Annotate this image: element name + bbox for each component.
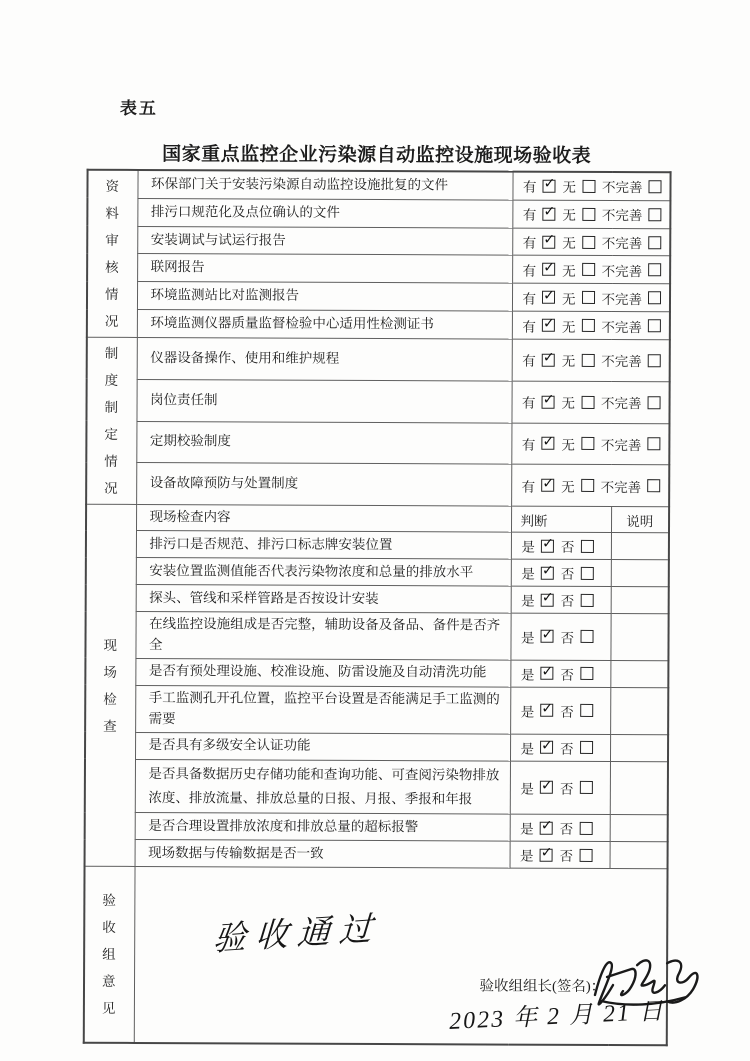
checkbox-unchecked [580,741,593,754]
option-label: 否 [559,822,574,838]
checkbox-unchecked [579,822,592,835]
checkbox-group [511,536,610,556]
checkbox-checked [542,176,556,193]
item-label: 定期校验制度 [136,421,511,464]
table-row [87,226,670,256]
option-label: 否 [560,566,575,582]
check-icon: ✓ [542,350,555,367]
option-no [561,590,594,610]
checkbox-unchecked [581,291,594,304]
option-label: 无 [562,263,576,279]
option-none [562,176,595,196]
checkbox-unchecked [647,479,660,492]
option-yes [521,700,554,720]
option-no [560,627,593,647]
option-have [522,315,555,335]
option-label: 无 [561,437,575,453]
checkbox-checked [540,777,553,794]
checkbox-checked [540,700,554,717]
option-incomplete [601,350,661,370]
checkbox-checked [542,259,556,276]
table-row [86,504,669,533]
handwritten-opinion: 验收通过 [211,911,382,959]
option-label: 有 [522,395,536,411]
option-label: 无 [562,208,576,224]
checkbox-group [512,433,669,454]
page-title: 国家重点监控企业污染源自动监控设施现场验收表 [162,144,592,167]
item-label: 探头、管线和采样管路是否按设计安装 [136,584,511,613]
option-incomplete [601,476,661,496]
checkbox-group [511,627,610,647]
option-label: 否 [559,781,574,797]
checkbox-group [511,590,610,610]
check-icon: ✓ [541,562,554,579]
checkbox-unchecked [580,566,593,579]
section-label-acceptance-opinion: 验收组意见 [84,867,135,1043]
option-have [522,392,555,412]
checkbox-unchecked [581,319,594,332]
option-label: 是 [520,667,535,683]
checkbox-checked [542,315,555,332]
option-label: 无 [561,479,575,495]
section-label-system-establishment: 制度制定情况 [86,337,137,504]
option-label: 否 [560,704,574,720]
option-label: 无 [562,235,576,251]
option-label: 无 [561,354,576,370]
option-label: 有 [522,180,537,196]
checkbox-group [512,315,669,336]
option-incomplete [602,232,662,252]
table-row [84,867,668,1046]
item-label: 排污口规范化及点位确认的文件 [137,198,512,227]
item-label: 联网报告 [137,254,512,283]
item-label: 环境监测站比对监测报告 [137,282,512,311]
table-row [86,421,669,465]
checkbox-group [511,737,610,757]
checkbox-unchecked [647,438,660,451]
table-row [86,530,669,560]
signature-label: 验收组组长(签名)： [479,978,606,996]
checkbox-group [512,287,669,308]
check-icon: ✓ [540,818,553,835]
checkbox-unchecked [581,396,594,409]
checkbox-group [511,700,610,720]
option-no [560,701,593,721]
checkbox-checked [540,845,553,862]
note-cell [611,533,669,560]
option-label: 不完善 [601,180,643,196]
option-yes [521,627,554,647]
checkbox-group [510,818,609,838]
item-label: 是否具备数据历史存储功能和查询功能、可查阅污染物排放浓度、排放流量、排放总量的日报、月报、季报和年报 [135,759,510,814]
checkbox-checked [542,231,556,248]
table-row [86,584,669,614]
note-cell [610,842,668,869]
check-icon: ✓ [541,737,553,754]
option-label: 否 [560,593,575,609]
checkbox-unchecked [581,479,594,492]
option-label: 否 [560,539,575,555]
checkbox-unchecked [582,180,595,193]
check-icon: ✓ [542,391,555,408]
option-label: 否 [560,630,575,646]
option-label: 不完善 [601,291,643,307]
table-row [85,611,668,660]
option-label: 否 [559,849,574,865]
column-header-content: 现场检查内容 [136,504,511,532]
option-label: 有 [522,319,536,335]
checkbox-unchecked [648,264,661,277]
option-none [561,475,594,495]
option-have [523,232,556,252]
acceptance-form-table [83,169,672,1046]
option-label: 否 [560,741,574,757]
checkbox-checked [542,203,556,220]
table-row [86,379,669,423]
option-yes [521,663,554,683]
table-row [87,309,670,339]
checkbox-unchecked [582,208,595,221]
checkbox-unchecked [648,208,661,221]
option-incomplete [602,204,662,224]
checkbox-unchecked [648,396,661,409]
option-label: 不完善 [601,236,643,252]
note-cell [611,587,669,614]
checkbox-group [513,176,670,197]
check-icon: ✓ [543,287,555,304]
checkbox-group [512,475,669,496]
option-label: 有 [522,235,537,251]
table-row [85,840,668,870]
option-none [562,204,595,224]
option-label: 不完善 [601,354,642,370]
checkbox-group [512,350,669,371]
option-label: 否 [560,667,574,683]
item-label: 设备故障预防与处置制度 [136,463,511,506]
option-no [561,563,594,583]
acceptance-opinion-cell [134,867,668,1045]
option-have [523,204,556,224]
option-label: 无 [561,319,576,335]
checkbox-group [510,778,609,798]
table-row [86,462,669,506]
note-cell [610,761,668,815]
checkbox-unchecked [648,236,661,249]
note-cell [610,614,668,661]
checkbox-checked [541,562,554,579]
option-label: 不完善 [601,319,642,335]
checkbox-checked [540,663,554,680]
column-header-note: 说明 [611,507,669,533]
option-no [560,664,593,684]
table-row [85,759,668,815]
document-tag: 表五 [119,98,158,119]
option-label: 有 [522,207,537,223]
option-yes [520,845,553,865]
option-incomplete [601,288,661,308]
checkbox-unchecked [582,235,595,248]
checkbox-unchecked [580,539,593,552]
option-no [560,845,593,865]
checkbox-group [513,204,670,225]
check-icon: ✓ [541,663,554,680]
check-icon: ✓ [541,626,554,643]
option-have [522,434,555,454]
option-label: 无 [562,180,577,196]
checkbox-unchecked [580,704,593,717]
item-label: 手工监测孔开孔位置，监控平台设置是否能满足手工监测的需要 [135,685,510,733]
table-row [85,813,668,843]
option-none [562,315,595,335]
checkbox-group [511,663,610,683]
option-label: 是 [521,593,535,609]
checkbox-unchecked [648,180,661,193]
table-row [85,658,668,688]
option-label: 不完善 [600,437,642,454]
note-cell [610,660,668,687]
option-label: 有 [522,291,537,307]
checkbox-unchecked [581,437,594,450]
column-header-judgment: 判断 [511,506,611,532]
option-label: 无 [561,291,576,307]
item-label: 环境监测仪器质量监督检验中心适用性检测证书 [137,310,512,340]
checkbox-checked [542,391,555,408]
option-incomplete [602,176,662,196]
note-cell [610,734,668,761]
option-incomplete [602,260,662,280]
checkbox-group [511,563,610,583]
checkbox-checked [541,475,555,492]
item-label: 岗位责任制 [136,379,511,422]
check-icon: ✓ [540,845,553,862]
check-icon: ✓ [543,231,556,248]
check-icon: ✓ [540,777,553,794]
section-label-document-review: 资料审核情况 [87,170,138,338]
option-none [562,232,595,252]
option-yes [521,536,554,556]
table-row [87,198,670,228]
checkbox-checked [540,737,553,754]
checkbox-checked [541,589,554,606]
item-label: 环保部门关于安装污染源自动监控设施批复的文件 [137,170,512,200]
option-label: 是 [520,741,535,757]
item-label: 是否有预处理设施、校准设施、防雷设施及自动清洗功能 [135,658,510,687]
option-have [523,259,556,279]
option-yes [521,563,554,583]
option-no [560,778,593,798]
table-row [86,557,669,587]
option-incomplete [601,392,661,412]
option-yes [520,778,553,798]
check-icon: ✓ [541,589,554,606]
checkbox-unchecked [580,593,593,606]
check-icon: ✓ [543,203,556,220]
option-have [522,350,555,370]
item-label: 排污口是否规范、排污口标志牌安装位置 [136,530,511,559]
handwritten-date: 2023 年 2 月 21 日 [448,998,666,1036]
option-label: 是 [520,821,534,837]
table-row [87,170,670,201]
option-none [562,392,595,412]
option-no [561,536,594,556]
checkbox-checked [541,433,555,450]
checkbox-group [513,232,670,253]
checkbox-unchecked [648,319,661,332]
note-cell [610,687,668,734]
option-label: 是 [520,704,535,720]
checkbox-unchecked [580,630,593,643]
option-none [562,287,595,307]
option-label: 不完善 [601,208,643,224]
checkbox-checked [542,350,555,367]
item-label: 是否具有多级安全认证功能 [135,732,510,761]
option-label: 是 [521,539,535,555]
option-label: 不完善 [601,396,642,412]
table-row [87,282,670,312]
table-row [85,685,668,734]
checkbox-group [510,845,609,865]
option-label: 无 [561,395,576,411]
option-have [523,176,556,196]
checkbox-checked [542,287,555,304]
check-icon: ✓ [543,315,555,332]
option-no [560,818,593,838]
option-label: 是 [520,781,534,797]
option-incomplete [601,434,661,454]
checkbox-checked [541,626,554,643]
check-icon: ✓ [543,259,556,276]
option-yes [521,737,554,757]
option-none [562,260,595,280]
checkbox-unchecked [582,263,595,276]
option-none [562,350,595,370]
item-label: 安装调试与试运行报告 [137,226,512,255]
item-label: 在线监控设施组成是否完整，辅助设备及备品、备件是否齐全 [135,611,510,659]
checkbox-unchecked [579,849,592,862]
note-cell [610,815,668,842]
option-label: 有 [521,479,536,495]
option-incomplete [601,316,661,336]
check-icon: ✓ [542,535,554,552]
option-label: 有 [521,437,536,453]
option-label: 不完善 [600,479,642,495]
option-yes [520,818,553,838]
option-label: 是 [520,848,534,864]
checkbox-unchecked [579,781,592,794]
item-label: 是否合理设置排放浓度和排放总量的超标报警 [135,813,510,842]
item-label: 现场数据与传输数据是否一致 [135,840,510,869]
checkbox-group [512,392,669,413]
option-label: 不完善 [601,263,643,280]
section-label-site-inspection: 现场检查 [85,504,137,866]
option-have [522,475,555,495]
checkbox-checked [540,818,553,835]
option-label: 是 [521,566,535,582]
check-icon: ✓ [541,700,554,717]
option-none [561,434,594,454]
check-icon: ✓ [542,433,555,450]
table-row [87,254,670,284]
checkbox-unchecked [580,667,593,680]
option-label: 有 [522,354,536,370]
option-yes [521,590,554,610]
item-label: 仪器设备操作、使用和维护规程 [137,337,512,380]
check-icon: ✓ [543,176,556,193]
checkbox-unchecked [581,354,594,367]
note-cell [611,560,669,587]
checkbox-unchecked [648,291,661,304]
checkbox-group [513,259,670,280]
table-row [87,337,670,381]
option-no [560,737,593,757]
option-label: 有 [522,263,537,279]
item-label: 安装位置监测值能否代表污染物浓度和总量的排放水平 [136,557,511,586]
table-row [85,732,668,762]
option-label: 是 [520,630,535,646]
checkbox-checked [541,535,554,552]
option-have [522,287,555,307]
checkbox-unchecked [648,354,661,367]
check-icon: ✓ [542,475,555,492]
